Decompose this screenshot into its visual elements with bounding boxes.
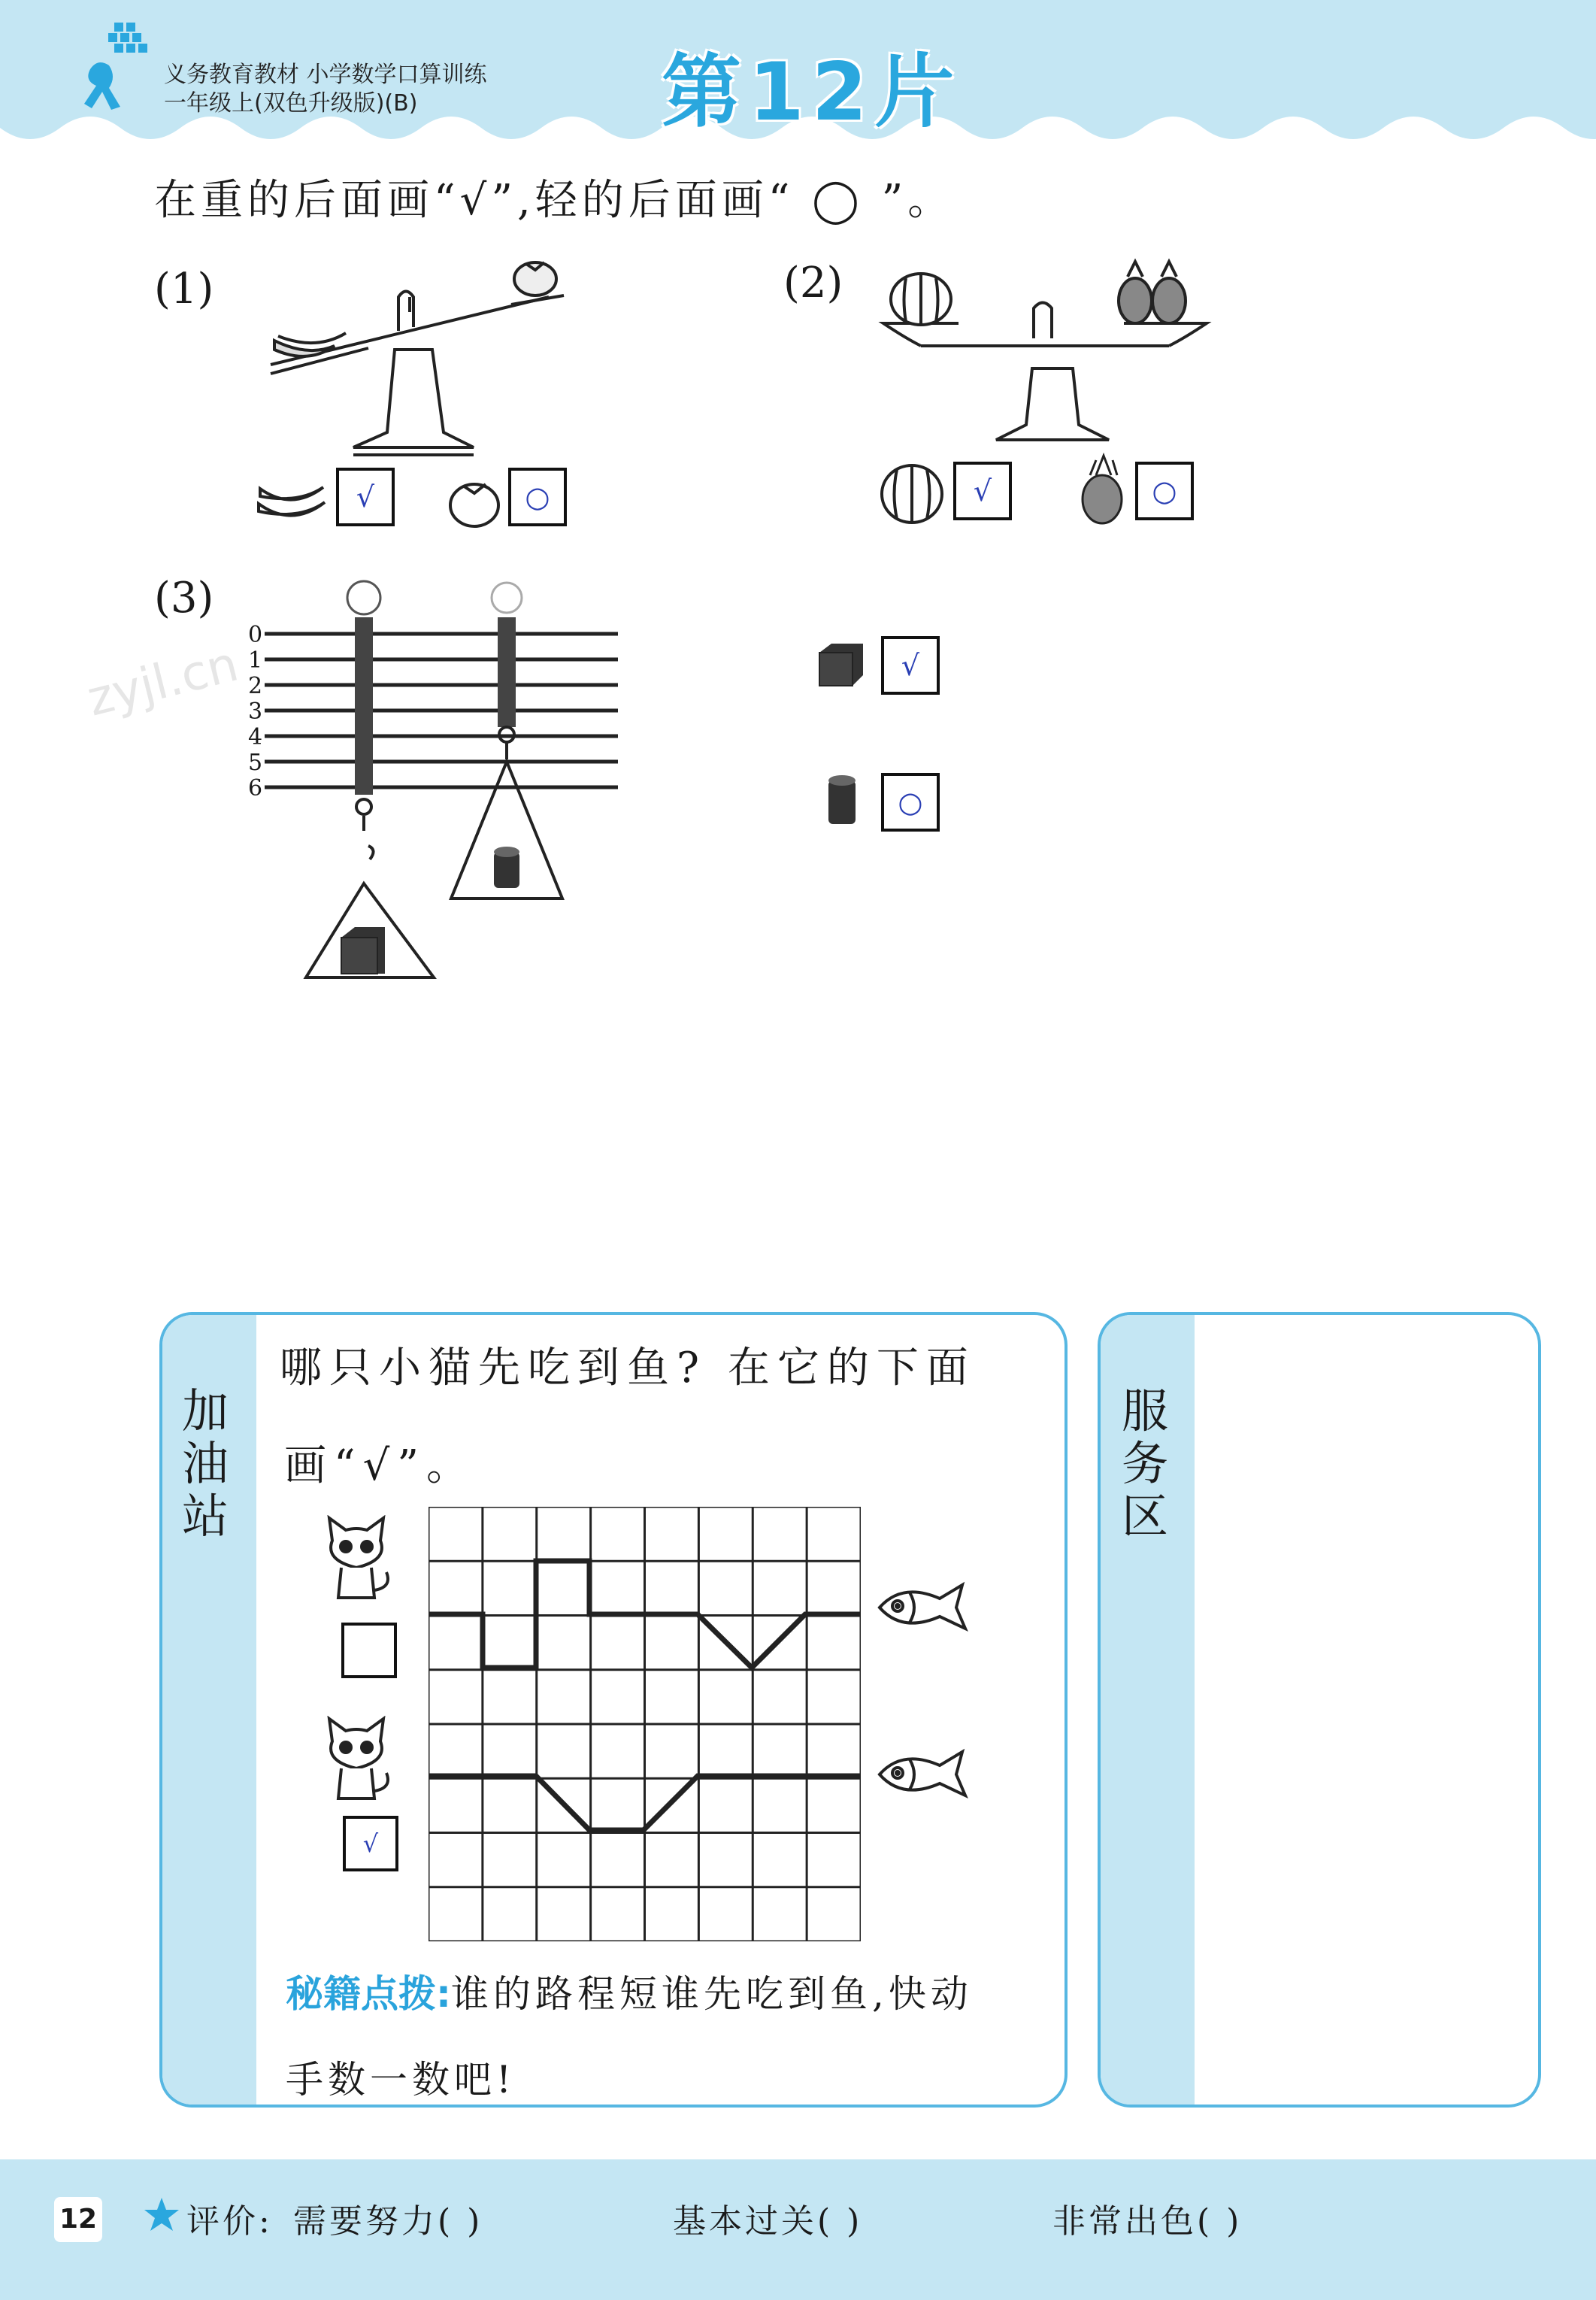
jiayouzhan-question-line2: 画“√”。 bbox=[284, 1441, 476, 1490]
scale-tick-0: 0 bbox=[248, 622, 263, 648]
scale-tick-6: 6 bbox=[248, 775, 263, 802]
part2-answer-box-watermelon[interactable]: √ bbox=[953, 462, 1012, 520]
tip-line2: 手数一数吧! bbox=[286, 2058, 516, 2102]
part3-answer-box-cube[interactable]: √ bbox=[881, 636, 940, 695]
part3-number: (3) bbox=[154, 574, 214, 623]
service-label: 服务区 bbox=[1121, 1383, 1168, 1544]
scale-tick-5: 5 bbox=[248, 750, 263, 776]
tip-text-1: 谁的路程短谁先吃到鱼,快动 bbox=[451, 1972, 973, 2016]
tip-label: 秘籍点拨: bbox=[286, 1972, 451, 2016]
jiayouzhan-question-line1: 哪只小猫先吃到鱼? 在它的下面 bbox=[280, 1344, 976, 1392]
question-instruction: 在重的后面画“√”,轻的后面画“ ◯ ”。 bbox=[154, 176, 955, 225]
page-number: 12 bbox=[54, 2197, 102, 2242]
cylinder-icon bbox=[827, 774, 857, 827]
rating-option-basic-pass[interactable]: 基本过关( ) bbox=[673, 2202, 863, 2241]
part2-answer-box-pineapple[interactable]: ○ bbox=[1135, 462, 1194, 520]
series-title-line2: 一年级上(双色升级版)(B) bbox=[164, 90, 418, 117]
jiayouzhan-label: 加油站 bbox=[181, 1383, 229, 1544]
cat-icon-top bbox=[319, 1515, 394, 1605]
cat-bottom-answer-box[interactable]: √ bbox=[343, 1816, 398, 1871]
cube-icon bbox=[816, 641, 866, 689]
part1-answer-box-tomato[interactable]: ○ bbox=[508, 468, 567, 526]
mascot-logo-icon bbox=[75, 17, 158, 114]
star-icon bbox=[143, 2196, 180, 2234]
watermelon-icon bbox=[878, 459, 946, 526]
cat-top-answer-box[interactable] bbox=[341, 1623, 397, 1678]
part2-number: (2) bbox=[783, 259, 843, 308]
balance-scale-watermelon-pineapple bbox=[876, 256, 1214, 444]
fish-icon-top bbox=[872, 1577, 977, 1638]
path-grid bbox=[429, 1507, 861, 1941]
watermark: zyjl.cn bbox=[82, 636, 244, 728]
rating-option-needs-effort[interactable]: 需要努力( ) bbox=[293, 2202, 483, 2241]
scale-tick-4: 4 bbox=[248, 724, 263, 750]
rating-label: 评价: bbox=[186, 2202, 273, 2241]
part1-number: (1) bbox=[154, 265, 214, 314]
scale-tick-1: 1 bbox=[248, 647, 263, 674]
part3-answer-box-cylinder[interactable]: ○ bbox=[881, 773, 940, 832]
rating-option-excellent[interactable]: 非常出色( ) bbox=[1052, 2202, 1243, 2241]
spring-scales-diagram bbox=[265, 568, 625, 989]
series-title-line1: 义务教育教材 小学数学口算训练 bbox=[164, 62, 487, 88]
tip-line1 bbox=[286, 1964, 973, 2018]
scale-tick-3: 3 bbox=[248, 698, 263, 725]
cat-icon-bottom bbox=[319, 1716, 394, 1806]
balance-scale-banana-tomato bbox=[256, 252, 579, 462]
pineapple-icon bbox=[1074, 450, 1134, 525]
tomato-icon bbox=[447, 474, 502, 529]
fish-icon-bottom bbox=[872, 1744, 977, 1805]
scale-tick-2: 2 bbox=[248, 673, 263, 699]
banana-icon bbox=[254, 474, 329, 526]
card-title: 第12片 bbox=[662, 46, 962, 138]
part1-answer-box-banana[interactable]: √ bbox=[336, 468, 395, 526]
